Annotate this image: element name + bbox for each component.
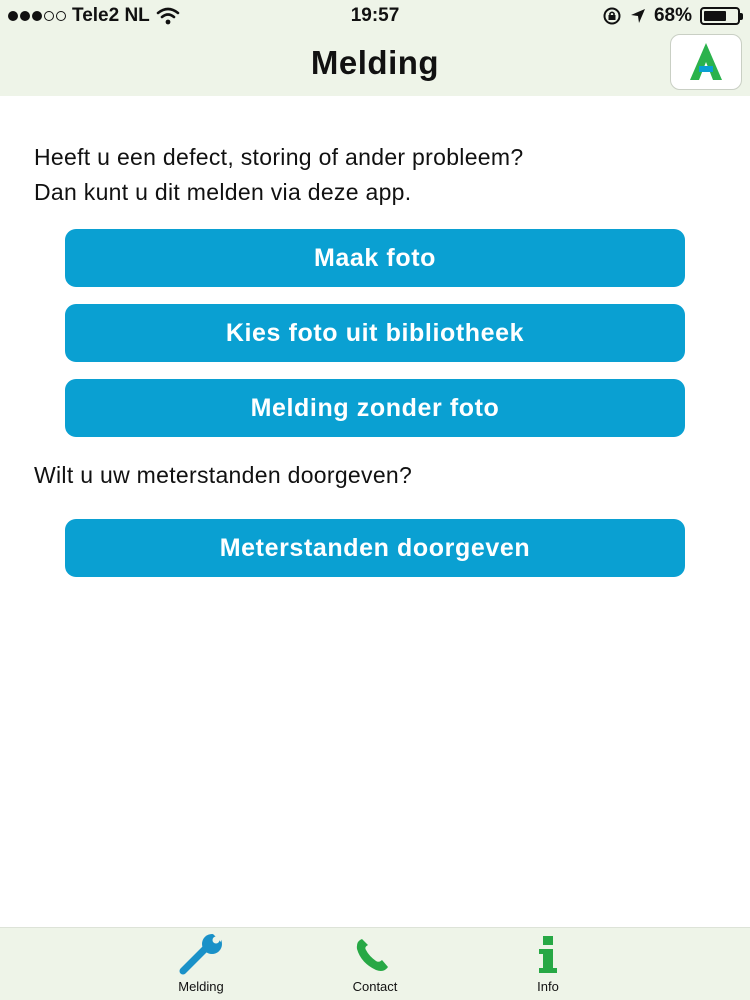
rotation-lock-icon	[602, 6, 622, 26]
logo-icon	[682, 40, 730, 84]
page-title: Melding	[310, 44, 440, 81]
intro-line-2: Dan kunt u dit melden via deze app.	[34, 179, 412, 205]
location-arrow-icon	[630, 8, 646, 24]
battery-percentage: 68%	[653, 5, 692, 26]
tab-contact-label: Contact	[352, 979, 398, 994]
tab-info-label: Info	[537, 979, 559, 994]
status-bar	[0, 0, 750, 32]
choose-photo-button[interactable]: Kies foto uit bibliotheek	[65, 304, 685, 362]
tab-bar	[0, 927, 750, 1000]
battery-fill	[704, 11, 726, 21]
status-time: 19:57	[350, 5, 400, 26]
take-photo-button[interactable]: Maak foto	[65, 229, 685, 287]
tab-info[interactable]	[488, 928, 608, 1000]
battery-icon	[700, 7, 740, 25]
meter-question: Wilt u uw meterstanden doorgeven?	[34, 462, 413, 488]
report-without-photo-button[interactable]: Melding zonder foto	[65, 379, 685, 437]
phone-icon	[352, 935, 398, 975]
top-bar	[0, 0, 750, 96]
wrench-icon	[175, 933, 227, 975]
intro-line-1: Heeft u een defect, storing of ander probleem?	[34, 144, 524, 170]
tab-melding[interactable]	[141, 928, 261, 1000]
status-right	[602, 5, 740, 27]
carrier-name: Tele2 NL	[72, 5, 150, 26]
app-logo[interactable]	[670, 34, 742, 90]
info-icon	[533, 935, 563, 975]
intro-text	[34, 140, 523, 210]
tab-melding-label: Melding	[178, 979, 224, 994]
tab-contact[interactable]	[315, 928, 435, 1000]
submit-meter-readings-button[interactable]: Meterstanden doorgeven	[65, 519, 685, 577]
